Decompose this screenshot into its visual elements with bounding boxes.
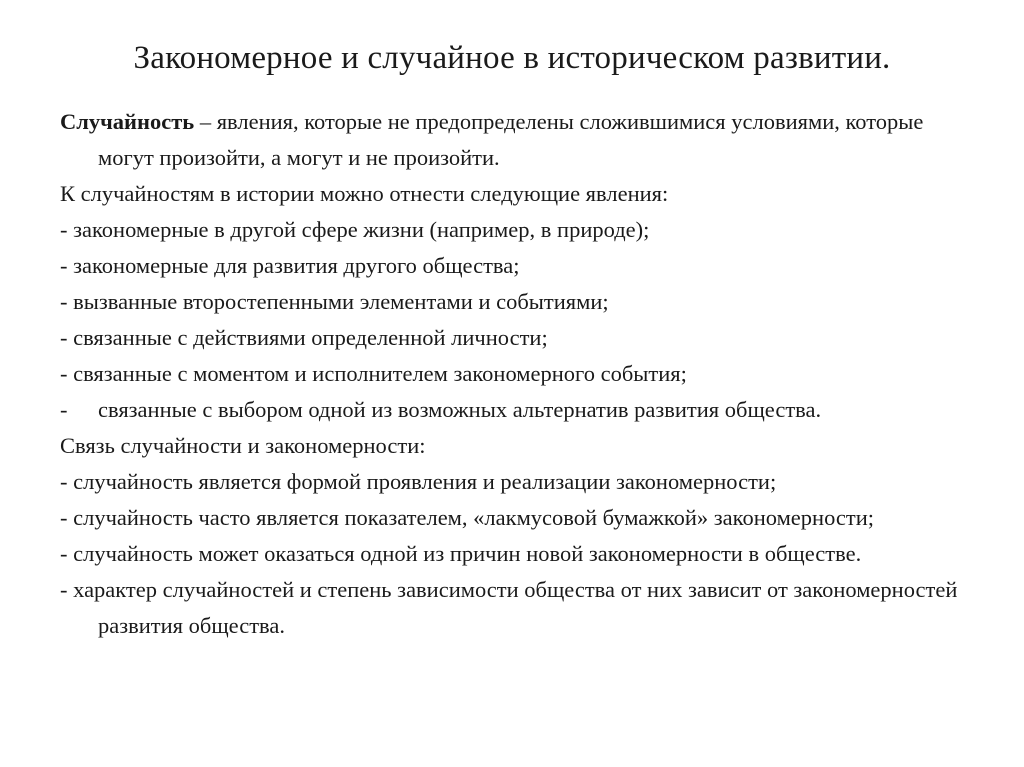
list-item: - закономерные для развития другого общества; (60, 253, 520, 278)
phenomena-intro: К случайностям в истории можно отнести следующие явления: (60, 181, 669, 206)
slide-body (60, 104, 980, 644)
list-item-last (60, 392, 980, 428)
definition-term: Случайность (60, 109, 195, 134)
list-item: - характер случайностей и степень зависимости общества от них зависит от закономерностей развития общества. (60, 577, 958, 638)
list-item: - случайность может оказаться одной из причин новой закономерности в обществе. (60, 541, 862, 566)
slide-title: Закономерное и случайное в историческом развитии. (133, 40, 891, 76)
list-item: - связанные с моментом и исполнителем закономерного события; (60, 361, 687, 386)
list-item: - случайность является формой проявления и реализации закономерности; (60, 469, 777, 494)
definition-paragraph (60, 104, 980, 176)
list-item: - случайность часто является показателем, «лакмусовой бумажкой» закономерности; (60, 505, 875, 530)
list-item: - вызванные второстепенными элементами и событиями; (60, 289, 609, 314)
definition-text: – явления, которые не предопределены сложившимися условиями, которые могут произойти, а могут и не произойти. (98, 109, 924, 170)
list-item: - связанные с действиями определенной личности; (60, 325, 548, 350)
list-dash: - (60, 397, 68, 422)
list-item: - закономерные в другой сфере жизни (например, в природе); (60, 217, 650, 242)
list-item-text: связанные с выбором одной из возможных альтернатив развития общества. (98, 397, 822, 422)
relation-intro: Связь случайности и закономерности: (60, 433, 426, 458)
